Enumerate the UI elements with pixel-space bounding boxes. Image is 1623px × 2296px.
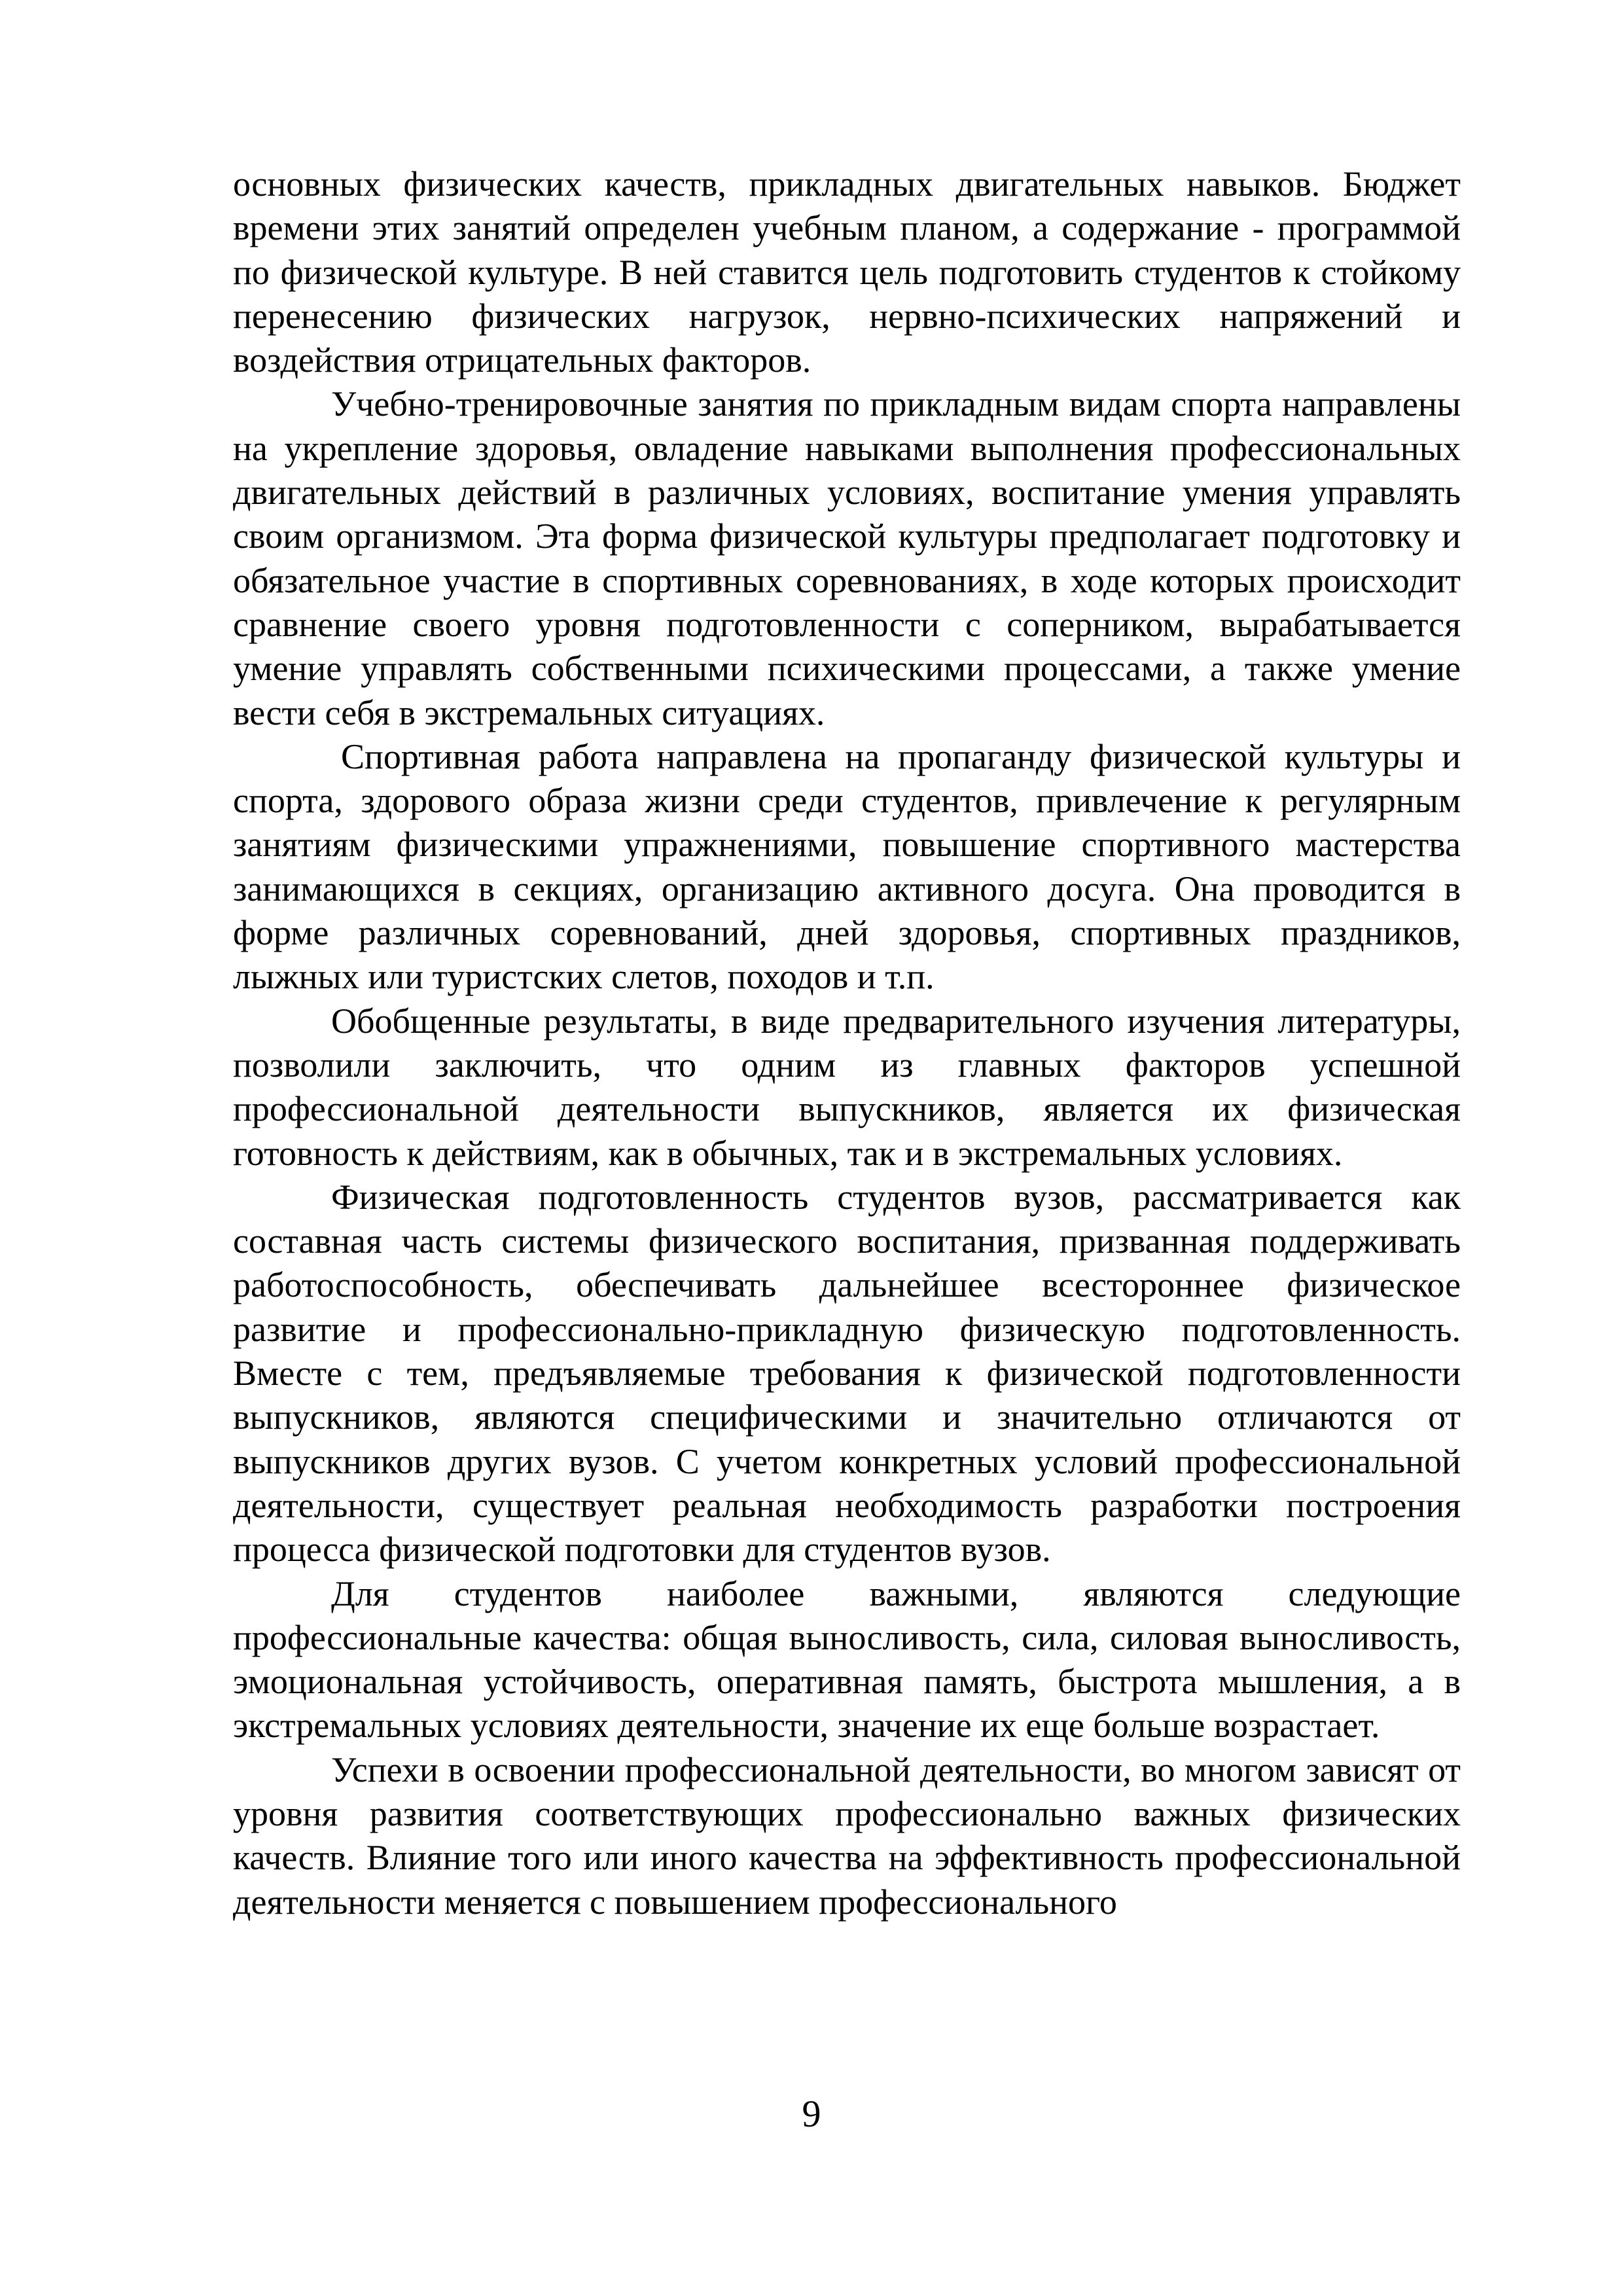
page-number: 9 — [802, 2092, 821, 2135]
paragraph-professional-qualities: Для студентов наиболее важными, являются следующие профессиональные качества: общая выносливость, сила, силовая выносливость, эмоциональная устойчивость, оперативная память, быстрота мышления, а в экстремальных условиях деятельности, значение их еще больше возрастает. — [233, 1573, 1461, 1746]
paragraph-training-sessions: Учебно-тренировочные занятия по прикладным видам спорта направлены на укрепление здоровья, овладение навыками выполнения профессиональных двигательных действий в различных условиях, воспитание умения управлять своим организмом. Эта форма физической культуры предполагает подготовку и обязательное участие в спортивных соревнованиях, в ходе которых происходит сравнение своего уровня подготовленности с соперником, вырабатывается умение управлять собственными психическими процессами, а также умение вести себя в экстремальных ситуациях. — [233, 384, 1461, 732]
paragraph-continuation: основных физических качеств, прикладных двигательных навыков. Бюджет времени этих занятий определен учебным планом, а содержание - программой по физической культуре. В ней ставится цель подготовить студентов к стойкому перенесению физических нагрузок, нервно-психических напряжений и воздействия отрицательных факторов. — [233, 164, 1461, 380]
paragraph-generalized-results: Обобщенные результаты, в виде предварительного изучения литературы, позволили заключить, что одним из главных факторов успешной профессиональной деятельности выпускников, является их физическая готовность к действиям, как в обычных, так и в экстремальных условиях. — [233, 1001, 1461, 1173]
paragraph-sports-work: Спортивная работа направлена на пропаганду физической культуры и спорта, здорового образа жизни среди студентов, привлечение к регулярным занятиям физическими упражнениями, повышение спортивного мастерства занимающихся в секциях, организацию активного досуга. Она проводится в форме различных соревнований, дней здоровья, спортивных праздников, лыжных или туристских слетов, походов и т.п. — [233, 736, 1461, 997]
body-text — [233, 162, 1461, 1924]
paragraph-success-in-mastering: Успехи в освоении профессиональной деятельности, во многом зависят от уровня развития соответствующих профессионально важных физических качеств. Влияние того или иного качества на эффективность профессиональной деятельности меняется с повышением профессионального — [233, 1749, 1461, 1922]
paragraph-physical-preparedness: Физическая подготовленность студентов вузов, рассматривается как составная часть системы физического воспитания, призванная поддерживать работоспособность, обеспечивать дальнейшее всестороннее физическое развитие и профессионально-прикладную физическую подготовленность. Вместе с тем, предъявляемые требования к физической подготовленности выпускников, являются специфическими и значительно отличаются от выпускников других вузов. С учетом конкретных условий профессиональной деятельности, существует реальная необходимость разработки построения процесса физической подготовки для студентов вузов. — [233, 1177, 1461, 1570]
